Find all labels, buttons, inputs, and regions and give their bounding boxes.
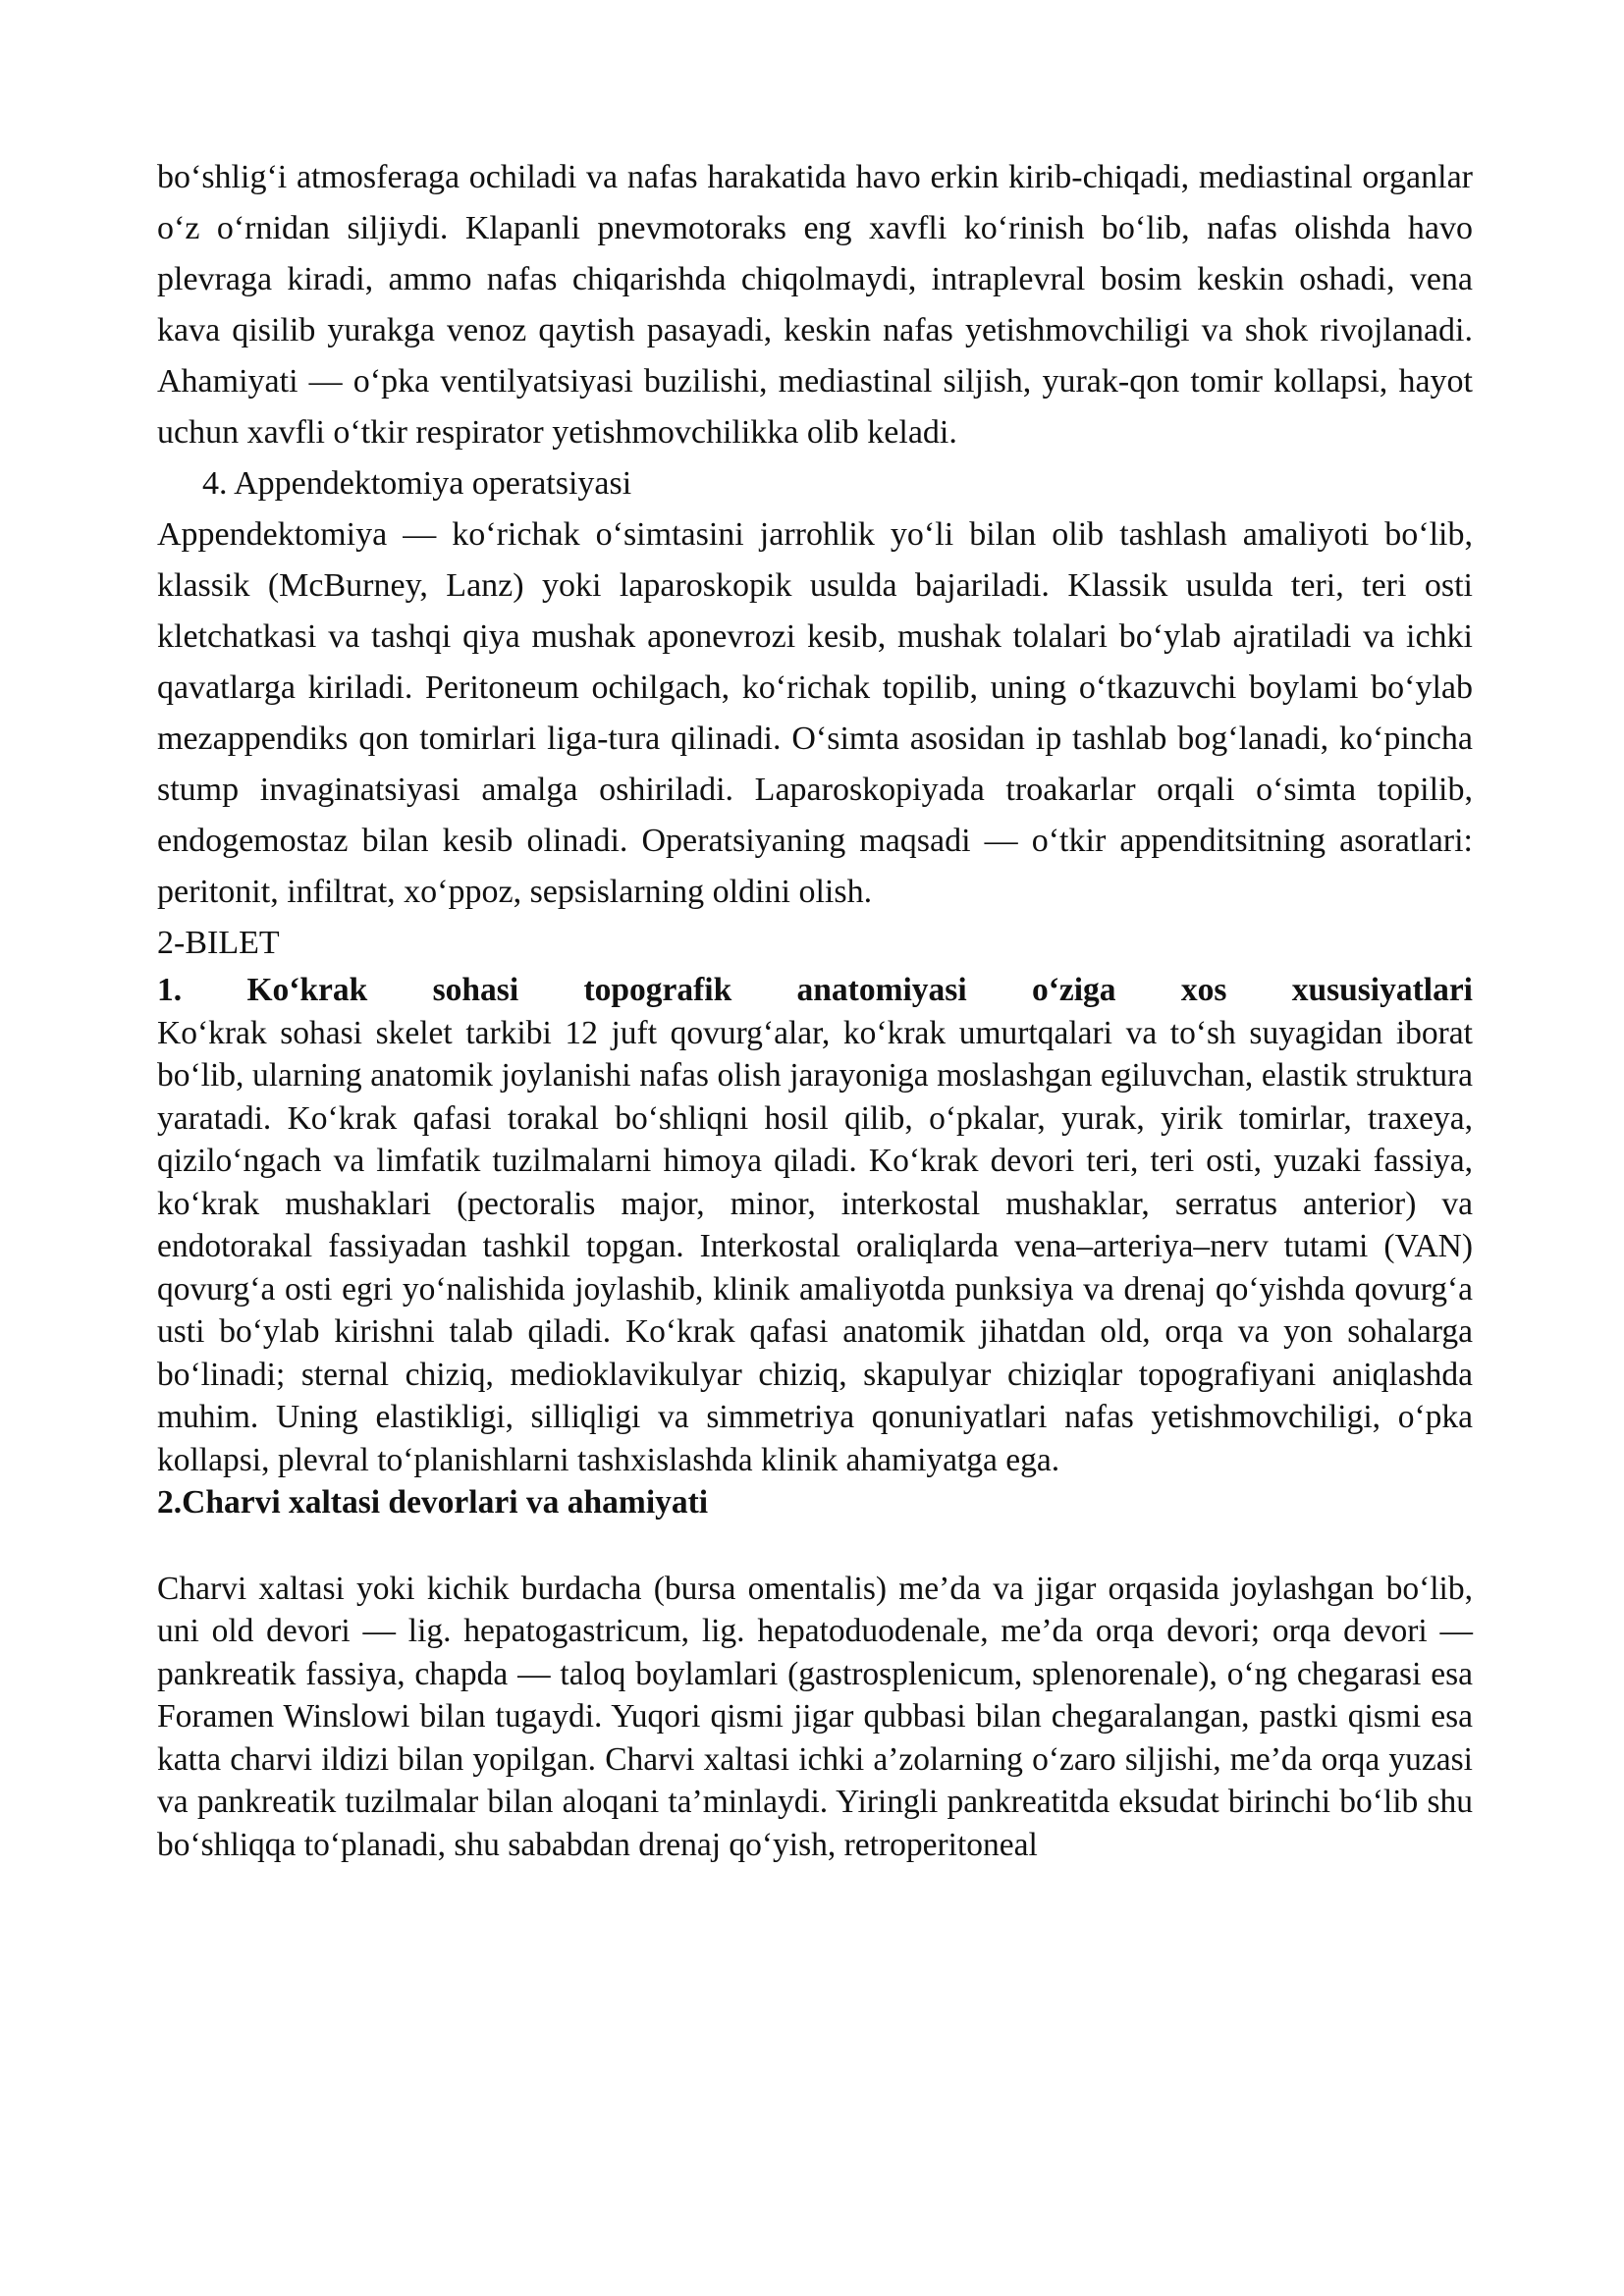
heading-chest-topography: 1. Ko‘krak sohasi topografik anatomiyasi o‘ziga xos xususiyatlari: [157, 972, 1473, 1008]
paragraph-appendectomy: Appendektomiya — ko‘richak o‘simtasini jarrohlik yo‘li bilan olib tashlash amaliyoti bo‘lib, klassik (McBurney, Lanz) yoki laparoskopik usulda bajariladi. Klassik usulda teri, teri osti kletchatkasi va tashqi qiya mushak aponevrozi kesib, mushak tolalari bo‘ylab ajratiladi va ichki qavatlarga kiriladi. Peritoneum ochilgach, ko‘richak topilib, uning o‘tkazuvchi boylami bo‘ylab mezappendiks qon tomirlari liga-tura qilinadi. O‘simta asosidan ip tashlab bog‘lanadi, ko‘pincha stump invaginatsiyasi amalga oshiriladi. Laparoskopiyada troakarlar orqali o‘simta topilib, endogemostaz bilan kesib olinadi. Operatsiyaning maqsadi — o‘tkir appenditsitning asoratlari: peritonit, infiltrat, xo‘ppoz, sepsislarning oldini olish.: [157, 516, 1473, 910]
section-appendectomy: [157, 152, 1473, 969]
paragraph-gap: [157, 1524, 1473, 1568]
document-page: [157, 152, 1473, 1866]
paragraph-pneumothorax-continuation: bo‘shlig‘i atmosferaga ochiladi va nafas harakatida havo erkin kirib-chiqadi, mediastinal organlar o‘z o‘rnidan siljiydi. Klapanli pnevmotoraks eng xavfli ko‘rinish bo‘lib, nafas olishda havo plevraga kiradi, ammo nafas chiqarishda chiqolmaydi, intraplevral bosim keskin oshadi, vena kava qisilib yurakga venoz qaytish pasayadi, keskin nafas yetishmovchiligi va shok rivojlanadi. Ahamiyati — o‘pka ventilyatsiyasi buzilishi, mediastinal siljish, yurak-qon tomir kollapsi, hayot uchun xavfli o‘tkir respirator yetishmovchilikka olib keladi.: [157, 159, 1473, 451]
section-ticket-2: [157, 969, 1473, 1866]
heading-appendectomy: 4. Appendektomiya operatsiyasi: [202, 465, 632, 502]
ticket-title: 2-BILET: [157, 925, 280, 961]
paragraph-chest-topography: Ko‘krak sohasi skelet tarkibi 12 juft qovurg‘alar, ko‘krak umurtqalari va to‘sh suyagidan iborat bo‘lib, ularning anatomik joylanishi nafas olish jarayoniga moslashgan egiluvchan, elastik struktura yaratadi. Ko‘krak qafasi torakal bo‘shliqni hosil qilib, o‘pkalar, yurak, yirik tomirlar, traxeya, qizilo‘ngach va limfatik tuzilmalarni himoya qiladi. Ko‘krak devori teri, teri osti, yuzaki fassiya, ko‘krak mushaklari (pectoralis major, minor, interkostal mushaklar, serratus anterior) va endotorakal fassiyadan tashkil topgan. Interkostal oraliqlarda vena–arteriya–nerv tutami (VAN) qovurg‘a osti egri yo‘nalishida joylashib, klinik amaliyotda punksiya va drenaj qo‘yishda qovurg‘a usti bo‘ylab kirishni talab qiladi. Ko‘krak qafasi anatomik jihatdan old, orqa va yon sohalarga bo‘linadi; sternal chiziq, medioklavikulyar chiziq, skapulyar chiziqlar topografiyani aniqlashda muhim. Uning elastikligi, silliqligi va simmetriya qonuniyatlari nafas yetishmovchiligi, o‘pka kollapsi, plevral to‘planishlarni tashxislashda klinik ahamiyatga ega.: [157, 1014, 1473, 1478]
paragraph-omental-bursa: Charvi xaltasi yoki kichik burdacha (bursa omentalis) me’da va jigar orqasida joylashgan bo‘lib, uni old devori — lig. hepatogastricum, lig. hepatoduodenale, me’da orqa devori; orqa devori — pankreatik fassiya, chapda — taloq boylamlari (gastrosplenicum, splenorenale), o‘ng chegarasi esa Foramen Winslowi bilan tugaydi. Yuqori qismi jigar qubbasi bilan chegaralangan, pastki qismi esa katta charvi ildizi bilan yopilgan. Charvi xaltasi ichki a’zolarning o‘zaro siljishi, me’da orqa yuzasi va pankreatik tuzilmalar bilan aloqani ta’minlaydi. Yiringli pankreatitda eksudat birinchi bo‘lib shu bo‘shliqqa to‘planadi, shu sababdan drenaj qo‘yish, retroperitoneal: [157, 1570, 1473, 1863]
heading-omental-bursa: 2.Charvi xaltasi devorlari va ahamiyati: [157, 1484, 709, 1521]
